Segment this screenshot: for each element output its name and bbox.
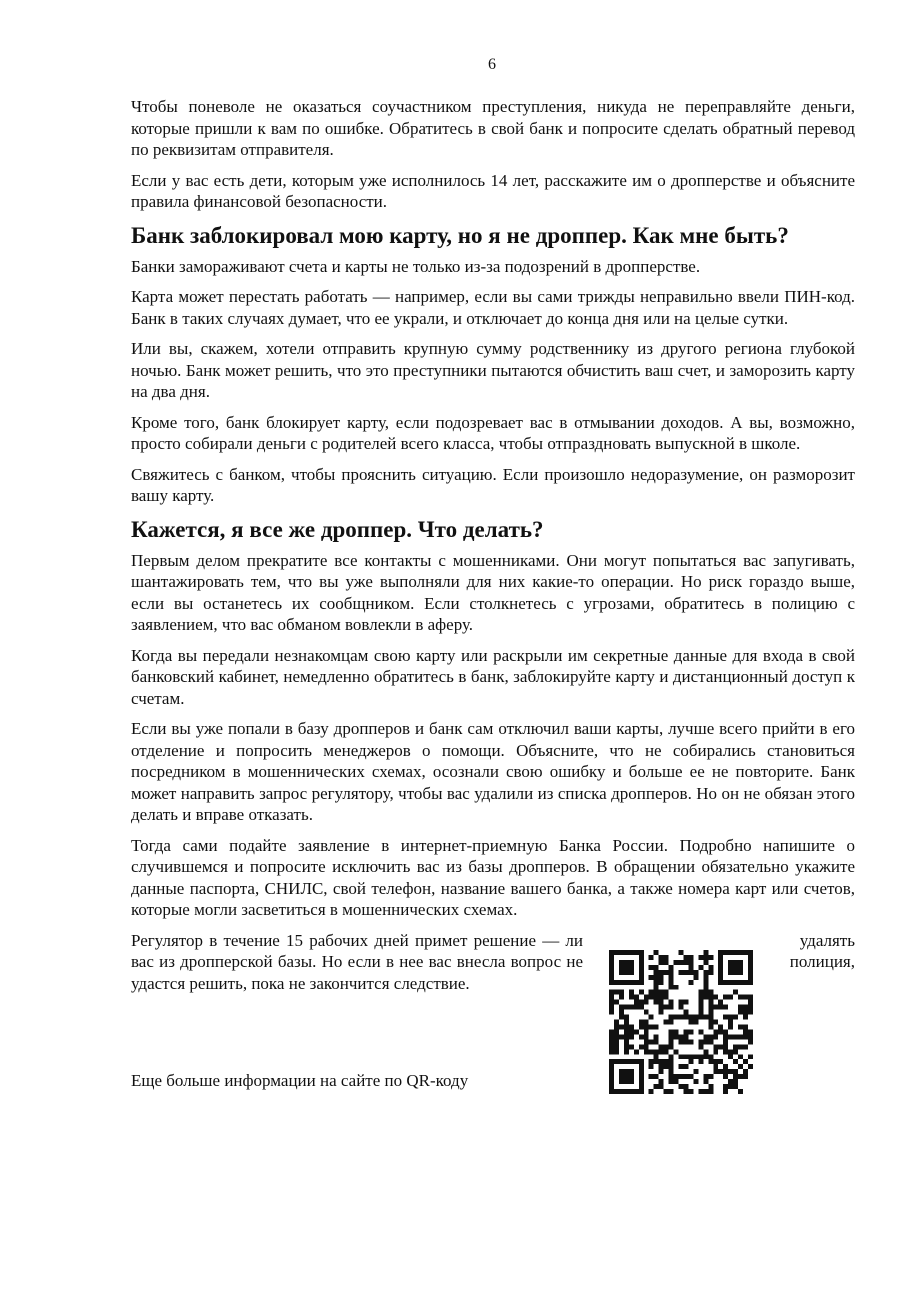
final-block (131, 930, 855, 1100)
section-heading: Кажется, я все же дроппер. Что делать? (131, 516, 544, 542)
paragraph: Свяжитесь с банком, чтобы прояснить ситуацию. Если произошло недоразумение, он разморозит вашу карту. (131, 464, 855, 505)
paragraph: Если вы уже попали в базу дропперов и банк сам отключил ваши карты, лучше всего прийти в его отделение и попросить менеджеров о помощи. Объясните, что не собирались становиться посредником в мошеннических схемах, осознали свою ошибку и больше ее не повторите. Банк может направить запрос регулятору, чтобы вас удалили из списка дропперов. Но он не обязан этого делать и вправе отказать. (131, 719, 855, 824)
qr-code-icon[interactable] (609, 950, 753, 1094)
final-paragraph-right: удалять полиция, (789, 930, 855, 971)
paragraph: Или вы, скажем, хотели отправить крупную сумму родственнику из другого региона глубокой ночью. Банк может решить, что это преступники пытаются обчистить ваш счет, и заморозить карту на два дня. (131, 339, 855, 401)
paragraph: Тогда сами подайте заявление в интернет-приемную Банка России. Подробно напишите о случившемся и попросите исключить вас из базы дропперов. В обращении обязательно укажите данные паспорта, СНИЛС, свой телефон, название вашего банка, а также номера карт или счетов, которые могли засветиться в мошеннических схемах. (131, 835, 855, 919)
paragraph: Первым делом прекратите все контакты с мошенниками. Они могут попытаться вас запугивать, шантажировать тем, что вы уже выполняли для них какие-то операции. Но риск гораздо выше, если вы останетесь их сообщником. Если столкнетесь с угрозами, обратитесь в полицию с заявлением, что вас обманом вовлекли в аферу. (131, 550, 855, 634)
paragraph: Если у вас есть дети, которым уже исполнилось 14 лет, расскажите им о дропперстве и объясните правила финансовой безопасности. (131, 170, 855, 211)
qr-caption: Еще больше информации на сайте по QR-коду (131, 1070, 469, 1090)
final-paragraph-left: Регулятор в течение 15 рабочих дней примет решение — ли вас из дропперской базы. Но если в нее вас внесла вопрос не удастся решить, пока не закончится следствие. (131, 930, 583, 993)
page-content (131, 96, 855, 1100)
paragraph: Чтобы поневоле не оказаться соучастником преступления, никуда не переправляйте деньги, которые пришли к вам по ошибке. Обратитесь в свой банк и попросите сделать обратный перевод по реквизитам отправителя. (131, 97, 855, 159)
paragraph: Карта может перестать работать — например, если вы сами трижды неправильно ввели ПИН-код. Банк в таких случаях думает, что ее украли, и отключает до конца дня или на целые сутки. (131, 287, 855, 328)
section-heading: Банк заблокировал мою карту, но я не дроппер. Как мне быть? (131, 222, 789, 248)
paragraph: Кроме того, банк блокирует карту, если подозревает вас в отмывании доходов. А вы, возможно, просто собирали деньги с родителей всего класса, чтобы отпраздновать выпускной в школе. (131, 412, 855, 453)
paragraph: Когда вы передали незнакомцам свою карту или раскрыли им секретные данные для входа в свой банковский кабинет, немедленно обратитесь в банк, заблокируйте карту и дистанционный доступ к счетам. (131, 645, 855, 708)
paragraph: Банки замораживают счета и карты не только из-за подозрений в дропперстве. (131, 256, 701, 276)
page-number: 6 (488, 56, 496, 73)
